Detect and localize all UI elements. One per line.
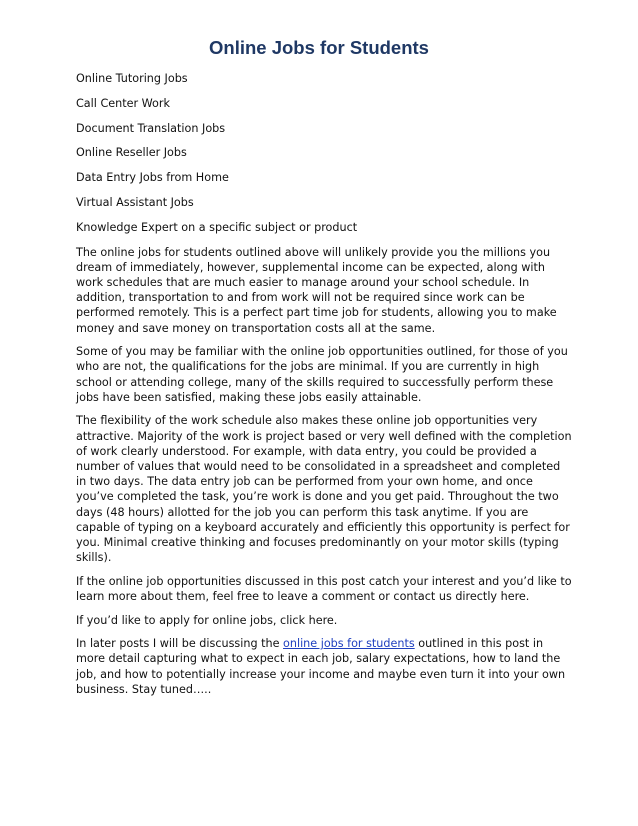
- document-title: Online Jobs for Students: [209, 37, 429, 58]
- paragraph-qualifications: Some of you may be familiar with the online job opportunities outlined, for those of you who are not, the qualifications for the jobs are minimal. If you are currently in high school or attending college, many of the skills required to successfully perform these jobs have been satisfied, making these jobs easily attainable.: [76, 345, 568, 404]
- paragraph-flexibility: The flexibility of the work schedule also makes these online job opportunities very attractive. Majority of the work is project based or very well defined with the completion of work clearly understood. For example, with data entry, you could be provided a number of values that would need to be consolidated in a spreadsheet and completed in two days. The data entry job can be performed from your own home, and once you’ve completed the task, you’re work is done and you get paid. Throughout the two days (48 hours) allotted for the job you can perform this task anytime. If you are capable of typing on a keyboard accurately and efficiently this opportunity is perfect for you. Minimal creative thinking and focuses predominantly on your motor skills (typing skills).: [76, 414, 572, 565]
- paragraph-later-posts: [76, 636, 572, 697]
- list-item-virtual-assistant: Virtual Assistant Jobs: [76, 195, 194, 209]
- list-item-call-center: Call Center Work: [76, 96, 170, 110]
- paragraph-apply: If you’d like to apply for online jobs, click here.: [76, 613, 338, 627]
- list-item-data-entry: Data Entry Jobs from Home: [76, 171, 229, 185]
- paragraph-intro: The online jobs for students outlined above will unlikely provide you the millions you dream of immediately, however, supplemental income can be expected, along with work schedules that are much easier to manage around your school schedule. In addition, transportation to and from work will not be required since work can be performed remotely. This is a perfect part time job for students, allowing you to make money and save money on transportation costs all at the same.: [76, 245, 557, 335]
- list-item-online-reseller: Online Reseller Jobs: [76, 146, 187, 160]
- list-item-document-translation: Document Translation Jobs: [76, 121, 226, 135]
- paragraph-later-posts-start: In later posts I will be discussing the: [76, 637, 284, 651]
- list-item-knowledge-expert: Knowledge Expert on a specific subject or product: [76, 220, 358, 234]
- paragraph-contact: If the online job opportunities discussed in this post catch your interest and you’d like to learn more about them, feel free to leave a comment or contact us directly here.: [76, 574, 572, 604]
- paragraph-later-posts-end: outlined in this post in more detail capturing what to expect in each job, salary expectations, how to land the job, and how to potentially increase your income and maybe even turn it into your own business. Stay tuned…..: [76, 637, 566, 696]
- list-item-online-tutoring: Online Tutoring Jobs: [76, 72, 188, 85]
- document-body: [76, 71, 572, 705]
- online-jobs-for-students-link[interactable]: online jobs for students: [283, 637, 415, 651]
